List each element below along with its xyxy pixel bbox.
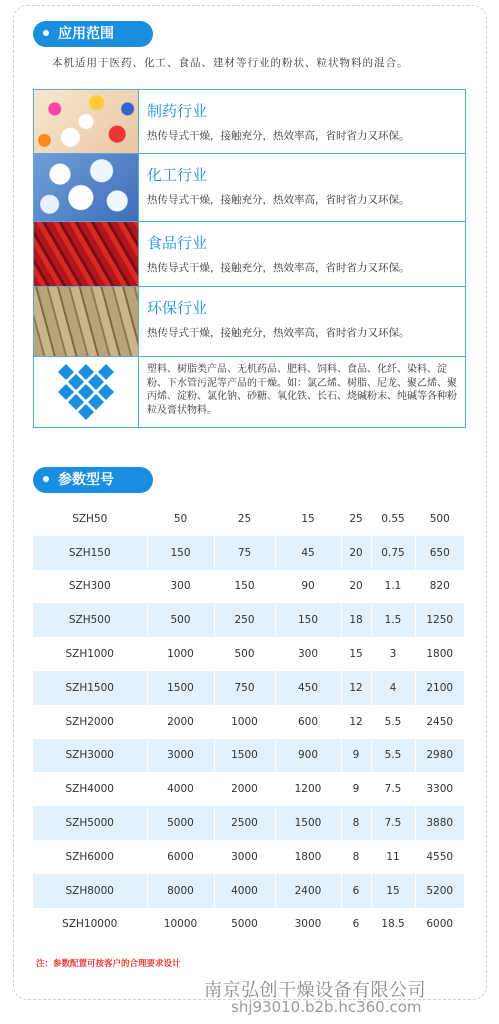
- table-cell: 1000: [147, 637, 214, 671]
- table-cell: 0.75: [371, 536, 415, 570]
- table-cell: 6000: [147, 840, 214, 874]
- table-cell: 500: [415, 502, 464, 536]
- table-cell: 450: [275, 671, 341, 705]
- table-row: [33, 637, 464, 671]
- table-row: [33, 671, 464, 705]
- model-cell: SZH150: [33, 536, 147, 570]
- pills-image: [34, 90, 139, 153]
- table-cell: 4000: [214, 874, 275, 908]
- industry-desc: 热传导式干燥，接触充分，热效率高，省时省力又环保。: [147, 327, 410, 339]
- industry-table: [33, 89, 466, 428]
- table-cell: 75: [214, 536, 275, 570]
- model-cell: SZH6000: [65, 850, 114, 863]
- industry-desc: 热传导式干燥，接触充分，热效率高，省时省力又环保。: [147, 194, 410, 206]
- table-cell: 4000: [147, 772, 214, 806]
- red-chili-image: [34, 222, 139, 286]
- model-cell: SZH10000: [62, 918, 118, 931]
- table-cell: 1200: [275, 772, 341, 806]
- model-cell: SZH5000: [33, 806, 147, 840]
- table-cell: 2000: [147, 705, 214, 739]
- table-cell: 10000: [147, 908, 214, 942]
- table-cell: 2000: [214, 772, 275, 806]
- table-cell: 20: [341, 536, 371, 570]
- industry-desc: 热传导式干燥，接触充分，热效率高，省时省力又环保。: [147, 130, 410, 142]
- table-row: [33, 874, 464, 908]
- table-cell: 15: [275, 502, 341, 536]
- table-cell: 1.5: [371, 603, 415, 637]
- table-cell: 8: [341, 840, 371, 874]
- spec-table: [33, 502, 464, 941]
- table-cell: 300: [147, 570, 214, 604]
- industry-row: [34, 357, 465, 427]
- model-cell: SZH3000: [33, 739, 147, 773]
- industry-name: 环保行业: [147, 299, 208, 317]
- table-row: [33, 739, 464, 773]
- table-cell: 25: [214, 502, 275, 536]
- table-row: [33, 570, 464, 604]
- model-cell: SZH1000: [65, 648, 114, 661]
- table-cell: 2980: [415, 739, 464, 773]
- table-cell: 150: [214, 570, 275, 604]
- table-cell: 600: [275, 705, 341, 739]
- table-cell: 6: [341, 908, 371, 942]
- section-header-application: [33, 21, 153, 47]
- table-cell: 5000: [214, 908, 275, 942]
- model-cell: SZH2000: [65, 715, 114, 728]
- table-cell: 9: [341, 739, 371, 773]
- table-cell: 5.5: [371, 705, 415, 739]
- table-cell: 900: [275, 739, 341, 773]
- table-cell: 1500: [147, 671, 214, 705]
- table-cell: 90: [275, 570, 341, 604]
- industry-row: [34, 287, 465, 357]
- industry-row: [34, 90, 465, 154]
- table-cell: 12: [341, 705, 371, 739]
- industry-name: 化工行业: [147, 166, 208, 184]
- table-cell: 1500: [275, 806, 341, 840]
- section-title: 应用范围: [58, 26, 114, 42]
- table-cell: 18: [341, 603, 371, 637]
- table-cell: 1500: [214, 739, 275, 773]
- table-row: [33, 705, 464, 739]
- table-cell: 11: [371, 840, 415, 874]
- table-cell: 500: [214, 637, 275, 671]
- table-cell: 50: [147, 502, 214, 536]
- table-cell: 500: [147, 603, 214, 637]
- table-cell: 20: [341, 570, 371, 604]
- table-cell: 0.55: [371, 502, 415, 536]
- table-cell: 3000: [214, 840, 275, 874]
- intro-text: 本机适用于医药、化工、食品、建材等行业的粉状、粒状物料的混合。: [52, 57, 409, 69]
- table-cell: 300: [275, 637, 341, 671]
- industry-name: 制药行业: [147, 102, 208, 120]
- model-cell: SZH4000: [65, 783, 114, 796]
- industry-desc: 热传导式干燥，接触充分，热效率高，省时省力又环保。: [147, 262, 410, 274]
- table-cell: 3880: [415, 806, 464, 840]
- table-cell: 3000: [147, 739, 214, 773]
- table-cell: 12: [341, 671, 371, 705]
- table-cell: 6000: [415, 908, 464, 942]
- section-title: 参数型号: [58, 472, 114, 488]
- table-row: [33, 502, 464, 536]
- table-cell: 150: [275, 603, 341, 637]
- table-cell: 4550: [415, 840, 464, 874]
- table-row: [33, 772, 464, 806]
- model-cell: SZH1500: [33, 671, 147, 705]
- diamond-pattern-icon: [34, 357, 139, 427]
- table-cell: 1250: [415, 603, 464, 637]
- table-cell: 7.5: [371, 772, 415, 806]
- table-row: [33, 603, 464, 637]
- table-cell: 8000: [147, 874, 214, 908]
- model-cell: SZH50: [72, 512, 108, 525]
- table-cell: 3300: [415, 772, 464, 806]
- table-cell: 1.1: [371, 570, 415, 604]
- chemical-granules-image: [34, 154, 139, 221]
- table-cell: 25: [341, 502, 371, 536]
- table-row: [33, 536, 464, 570]
- industry-row: [34, 222, 465, 287]
- table-cell: 18.5: [371, 908, 415, 942]
- table-cell: 4: [371, 671, 415, 705]
- table-row: [33, 840, 464, 874]
- company-watermark: 南京弘创干燥设备有限公司: [204, 980, 426, 1001]
- table-cell: 8: [341, 806, 371, 840]
- table-cell: 2450: [415, 705, 464, 739]
- table-cell: 5200: [415, 874, 464, 908]
- model-cell: SZH8000: [33, 874, 147, 908]
- table-cell: 2500: [214, 806, 275, 840]
- table-cell: 7.5: [371, 806, 415, 840]
- table-cell: 2400: [275, 874, 341, 908]
- table-cell: 5000: [147, 806, 214, 840]
- table-cell: 150: [147, 536, 214, 570]
- table-row: [33, 908, 464, 942]
- table-cell: 15: [341, 637, 371, 671]
- table-cell: 250: [214, 603, 275, 637]
- table-cell: 9: [341, 772, 371, 806]
- table-cell: 820: [415, 570, 464, 604]
- pellets-image: [34, 287, 139, 356]
- footnote: 注：参数配置可按客户的合理要求设计: [36, 959, 181, 969]
- table-cell: 6: [341, 874, 371, 908]
- table-cell: 5.5: [371, 739, 415, 773]
- bullet-dot-icon: [43, 30, 49, 36]
- table-cell: 750: [214, 671, 275, 705]
- table-cell: 1800: [275, 840, 341, 874]
- table-cell: 3: [371, 637, 415, 671]
- industry-row: [34, 154, 465, 222]
- table-cell: 650: [415, 536, 464, 570]
- table-cell: 15: [371, 874, 415, 908]
- model-cell: SZH500: [33, 603, 147, 637]
- table-cell: 1000: [214, 705, 275, 739]
- table-cell: 2100: [415, 671, 464, 705]
- bullet-dot-icon: [43, 476, 49, 482]
- table-row: [33, 806, 464, 840]
- industry-name: 食品行业: [147, 234, 208, 252]
- section-header-params: [33, 467, 153, 493]
- table-cell: 3000: [275, 908, 341, 942]
- site-url: shj93010.b2b.hc360.com: [231, 998, 422, 1016]
- model-cell: SZH300: [68, 580, 111, 593]
- table-cell: 45: [275, 536, 341, 570]
- table-cell: 1800: [415, 637, 464, 671]
- materials-text: 塑料、树脂类产品、无机药品、肥料、饲料、食品、化纤、染料、淀粉、下水管污泥等产品的干燥。如：氯乙烯、树脂、尼龙、聚乙烯、聚丙烯、淀粉、氯化钠、砂糖、氧化铁、长石、烧碱粉末、纯碱等各种粉粒及膏状物料。: [147, 364, 457, 416]
